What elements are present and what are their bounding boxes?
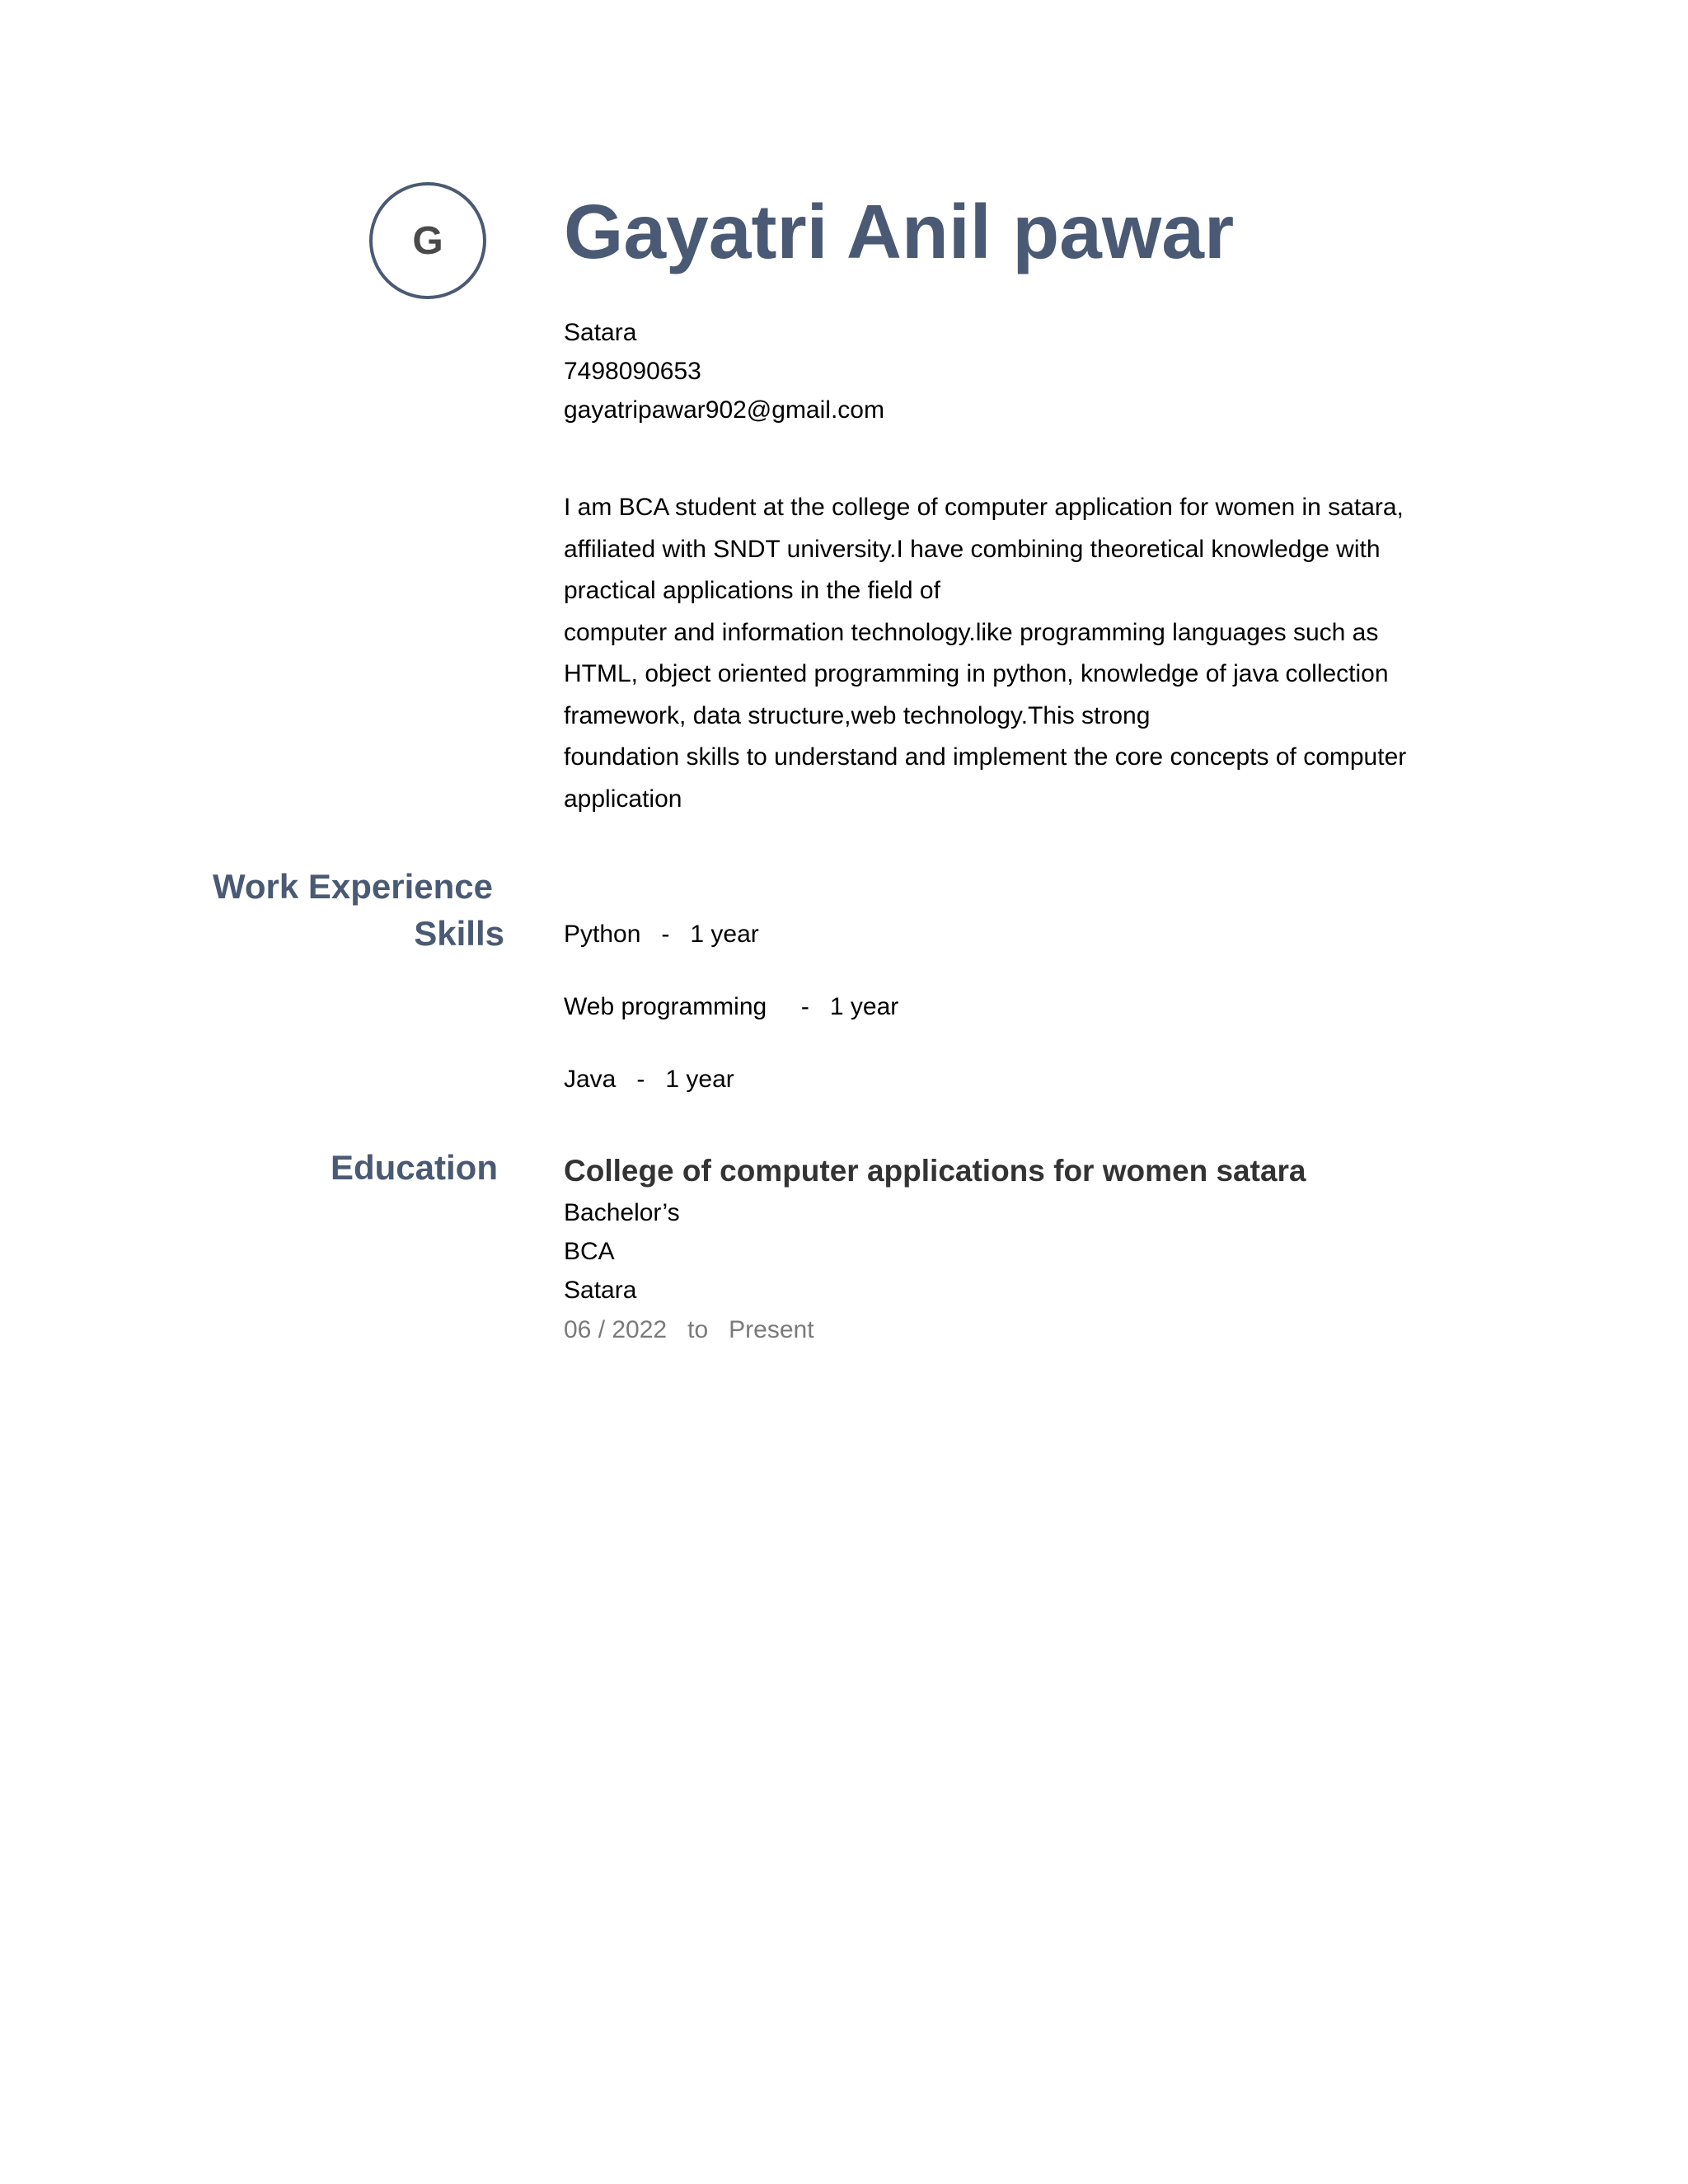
- skill-item: Java - 1 year: [564, 1066, 734, 1093]
- summary-line: foundation skills to understand and implement the core concepts of computer: [564, 743, 1407, 771]
- summary-line: practical applications in the field of: [564, 577, 940, 604]
- skill-item: Web programming - 1 year: [564, 993, 899, 1020]
- candidate-name: Gayatri Anil pawar: [564, 189, 1235, 274]
- education-field: BCA: [564, 1238, 615, 1265]
- education-dates: 06 / 2022 to Present: [564, 1316, 814, 1343]
- summary-line: HTML, object oriented programming in python, knowledge of java collection: [564, 660, 1389, 687]
- contact-city: Satara: [564, 319, 637, 346]
- contact-phone: 7498090653: [564, 358, 701, 385]
- summary-line: I am BCA student at the college of computer application for women in satara,: [564, 494, 1404, 521]
- summary-line: application: [564, 785, 682, 813]
- profile-summary: [564, 487, 1479, 820]
- skills-heading: Skills: [414, 914, 504, 953]
- summary-line: affiliated with SNDT university.I have combining theoretical knowledge with: [564, 535, 1381, 563]
- education-degree: Bachelor’s: [564, 1199, 680, 1226]
- skill-item: Python - 1 year: [564, 921, 759, 948]
- education-heading: Education: [330, 1148, 498, 1187]
- summary-line: framework, data structure,web technology.This strong: [564, 701, 1151, 729]
- summary-line: computer and information technology.like programming languages such as: [564, 618, 1379, 646]
- monogram-letter: G: [412, 218, 443, 263]
- work-experience-heading: Work Experience: [212, 867, 493, 906]
- education-school: College of computer applications for women satara: [564, 1154, 1306, 1188]
- education-location: Satara: [564, 1277, 637, 1304]
- contact-email: gayatripawar902@gmail.com: [564, 396, 884, 424]
- monogram-avatar: [369, 182, 486, 299]
